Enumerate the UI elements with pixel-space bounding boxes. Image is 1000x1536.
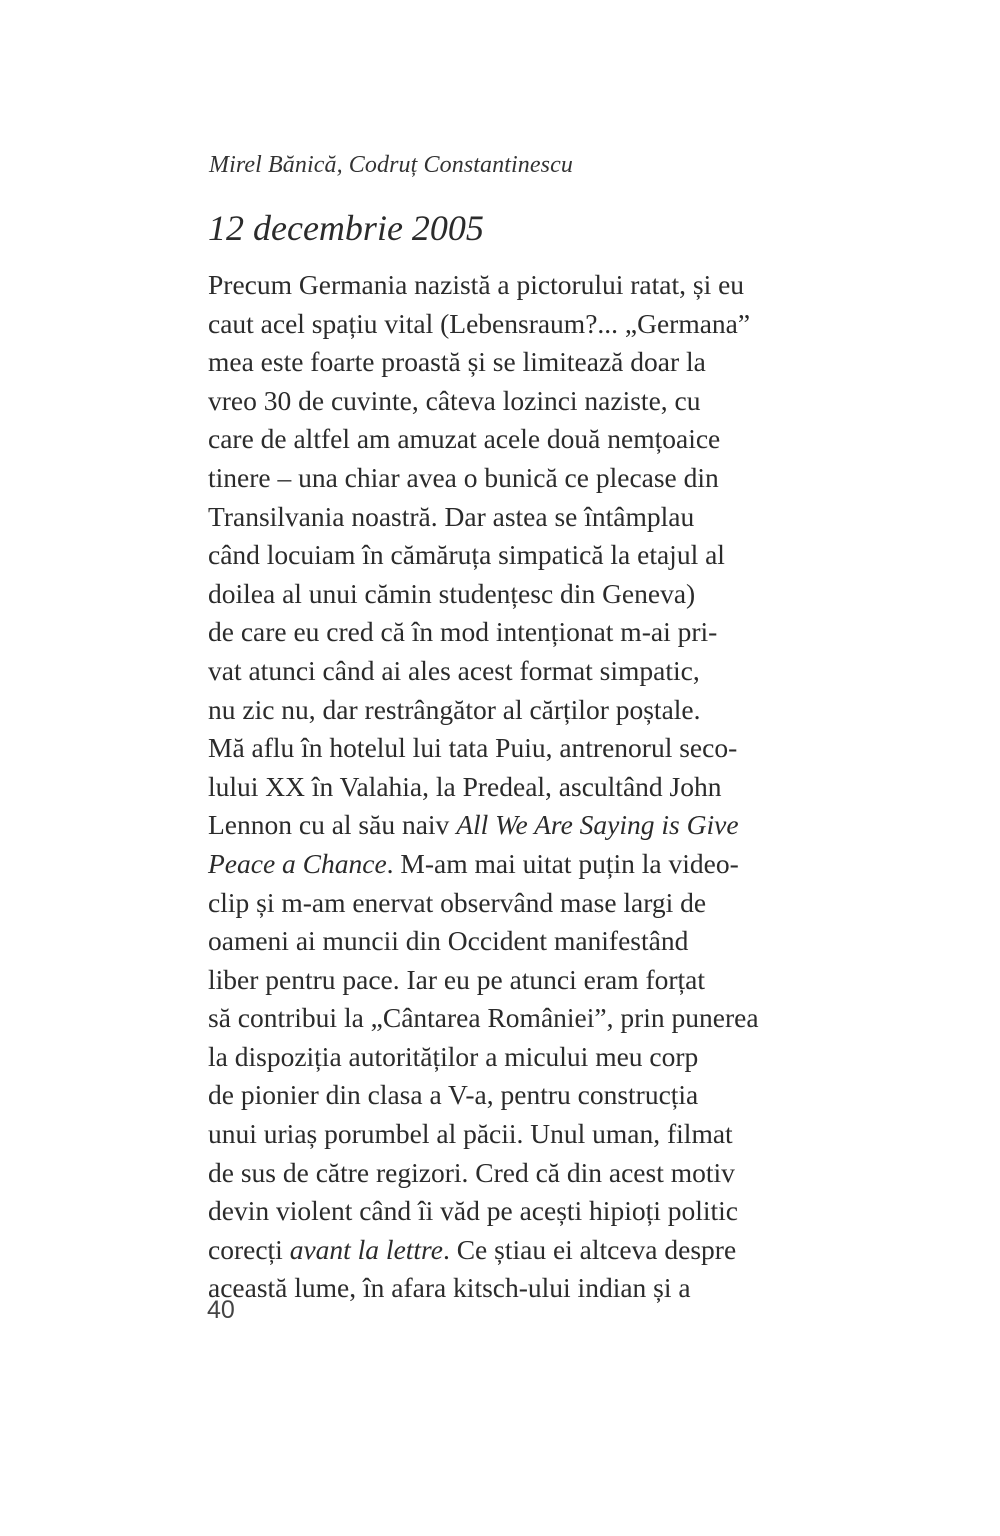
text-line bbox=[208, 999, 792, 1038]
text-line bbox=[208, 613, 792, 652]
text-line bbox=[208, 922, 792, 961]
text-line bbox=[208, 575, 792, 614]
text-line bbox=[208, 691, 792, 730]
text-line bbox=[208, 1154, 792, 1193]
text-line bbox=[208, 884, 792, 923]
text-line bbox=[208, 1231, 792, 1270]
text-line bbox=[208, 1076, 792, 1115]
text-run: lului XX în Valahia, la Predeal, ascultând John bbox=[208, 770, 722, 802]
text-run: . M-am mai uitat puțin la video- bbox=[386, 847, 739, 879]
diary-entry-date: 12 decembrie 2005 bbox=[208, 208, 484, 248]
text-run: de sus de către regizori. Cred că din acest motiv bbox=[208, 1156, 735, 1188]
text-run: oameni ai muncii din Occident manifestând bbox=[208, 925, 689, 957]
text-line bbox=[208, 266, 792, 305]
text-line bbox=[208, 806, 792, 845]
text-run: devin violent când îi văd pe acești hipioți politic bbox=[208, 1195, 739, 1227]
text-run: de care eu cred că în mod intenționat m-ai pri- bbox=[208, 616, 718, 648]
text-line bbox=[208, 420, 792, 459]
text-run: această lume, în afara kitsch-ului indian și a bbox=[208, 1272, 691, 1304]
text-line bbox=[208, 1038, 792, 1077]
text-line bbox=[208, 498, 792, 537]
text-run: vreo 30 de cuvinte, câteva lozinci naziste, cu bbox=[208, 384, 701, 416]
text-line bbox=[208, 652, 792, 691]
text-line bbox=[208, 729, 792, 768]
text-run: Lennon cu al său naiv bbox=[208, 809, 457, 841]
text-run: când locuiam în cămăruța simpatică la etajul al bbox=[208, 539, 725, 571]
text-run: corecți bbox=[208, 1233, 290, 1265]
text-line bbox=[208, 1192, 792, 1231]
text-run: de pionier din clasa a V-a, pentru construcția bbox=[208, 1079, 699, 1111]
text-run: să contribui la „Cântarea României”, prin punerea bbox=[208, 1002, 759, 1034]
text-run: caut acel spațiu vital (Lebensraum?... „Germana” bbox=[208, 307, 751, 339]
body-text bbox=[208, 266, 792, 1308]
text-run: Mă aflu în hotelul lui tata Puiu, antrenorul seco- bbox=[208, 732, 738, 764]
text-line bbox=[208, 382, 792, 421]
text-run: Precum Germania nazistă a pictorului ratat, și eu bbox=[208, 269, 745, 300]
text-run: unui uriaș porumbel al păcii. Unul uman, filmat bbox=[208, 1118, 733, 1150]
text-run: mea este foarte proastă și se limitează doar la bbox=[208, 346, 706, 378]
italic-text: Peace a Chance bbox=[208, 847, 387, 879]
running-head-authors: Mirel Bănică, Codruț Constantinescu bbox=[209, 152, 573, 178]
text-line bbox=[208, 1115, 792, 1154]
text-line bbox=[208, 343, 792, 382]
text-run: nu zic nu, dar restrângător al cărților poștale. bbox=[208, 693, 701, 725]
text-line bbox=[208, 961, 792, 1000]
text-run: . Ce știau ei altceva despre bbox=[442, 1233, 737, 1265]
page-number: 40 bbox=[207, 1296, 235, 1324]
text-line bbox=[208, 768, 792, 807]
text-line bbox=[208, 305, 792, 344]
text-line bbox=[208, 459, 792, 498]
italic-text: avant la lettre bbox=[289, 1233, 443, 1265]
text-run: vat atunci când ai ales acest format simpatic, bbox=[208, 654, 700, 686]
italic-text: All We Are Saying is Give bbox=[456, 809, 739, 841]
text-run: Transilvania noastră. Dar astea se întâmplau bbox=[208, 500, 695, 532]
text-run: liber pentru pace. Iar eu pe atunci eram forțat bbox=[208, 963, 706, 995]
text-line bbox=[208, 1269, 792, 1308]
text-run: care de altfel am amuzat acele două nemțoaice bbox=[208, 423, 721, 455]
text-line bbox=[208, 845, 792, 884]
text-line bbox=[208, 536, 792, 575]
text-run: clip și m-am enervat observând mase largi de bbox=[208, 886, 707, 918]
text-run: la dispoziția autorităților a micului meu corp bbox=[208, 1040, 699, 1072]
text-run: doilea al unui cămin studențesc din Geneva) bbox=[208, 577, 696, 609]
text-run: tinere – una chiar avea o bunică ce plecase din bbox=[208, 461, 719, 493]
